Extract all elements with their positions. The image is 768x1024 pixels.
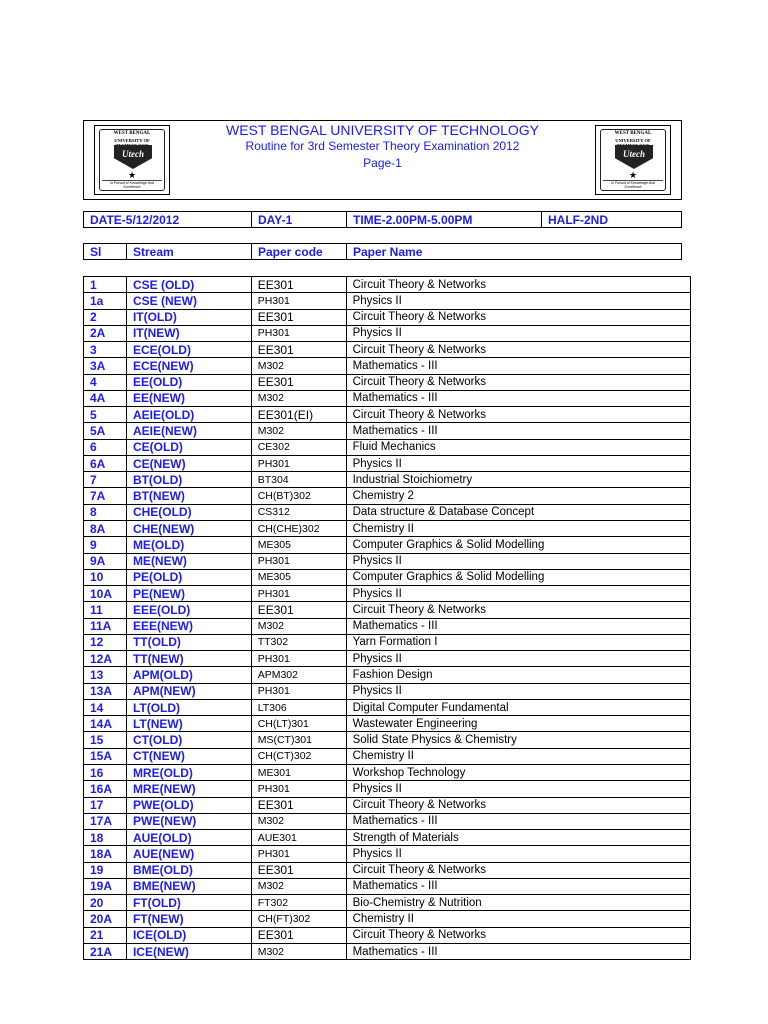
row-paper-code: PH301	[251, 325, 346, 341]
row-paper-name: Industrial Stoichiometry	[346, 472, 690, 488]
table-row	[84, 342, 691, 358]
row-paper-name: Physics II	[346, 683, 690, 699]
row-stream: ME(NEW)	[126, 553, 251, 569]
row-paper-code: CH(FT)302	[251, 911, 346, 927]
row-paper-code: EE301	[251, 862, 346, 878]
row-stream: AEIE(NEW)	[126, 423, 251, 439]
row-paper-name: Bio-Chemistry & Nutrition	[346, 895, 690, 911]
row-sl: 19A	[84, 878, 127, 894]
row-paper-name: Computer Graphics & Solid Modelling	[346, 569, 690, 585]
row-paper-name: Chemistry 2	[346, 488, 690, 504]
row-paper-code: PH301	[251, 293, 346, 309]
col-header-paper-code: Paper code	[252, 244, 347, 260]
row-sl: 19	[84, 862, 127, 878]
row-paper-code: TT302	[251, 634, 346, 650]
table-row	[84, 911, 691, 927]
row-sl: 14	[84, 699, 127, 715]
row-paper-code: AUE301	[251, 830, 346, 846]
row-paper-code: M302	[251, 423, 346, 439]
routine-title: Routine for 3rd Semester Theory Examination 2012	[245, 139, 520, 153]
row-sl: 20A	[84, 911, 127, 927]
row-paper-name: Physics II	[346, 586, 690, 602]
row-stream: AUE(NEW)	[126, 846, 251, 862]
logo-line1: WEST BENGAL	[113, 131, 151, 136]
row-paper-name: Chemistry II	[346, 748, 690, 764]
table-row	[84, 569, 691, 585]
row-sl: 10	[84, 569, 127, 585]
row-sl: 17A	[84, 813, 127, 829]
table-row	[84, 488, 691, 504]
row-sl: 18A	[84, 846, 127, 862]
row-paper-name: Physics II	[346, 651, 690, 667]
row-paper-name: Digital Computer Fundamental	[346, 699, 690, 715]
row-stream: CSE (OLD)	[126, 277, 251, 293]
university-logo-right	[595, 125, 671, 195]
row-paper-name: Solid State Physics & Chemistry	[346, 732, 690, 748]
row-sl: 21A	[84, 943, 127, 959]
row-paper-code: FT302	[251, 895, 346, 911]
row-sl: 2A	[84, 325, 127, 341]
col-header-stream: Stream	[127, 244, 252, 260]
row-paper-code: EE301	[251, 309, 346, 325]
table-row	[84, 716, 691, 732]
row-stream: ECE(OLD)	[126, 342, 251, 358]
row-paper-name: Circuit Theory & Networks	[346, 797, 690, 813]
exam-date: DATE-5/12/2012	[84, 212, 252, 228]
table-row	[84, 618, 691, 634]
table-row	[84, 277, 691, 293]
row-paper-code: PH301	[251, 651, 346, 667]
row-paper-name: Mathematics - III	[346, 423, 690, 439]
row-paper-name: Circuit Theory & Networks	[346, 277, 690, 293]
table-row	[84, 293, 691, 309]
row-stream: TT(NEW)	[126, 651, 251, 667]
row-sl: 9	[84, 537, 127, 553]
row-paper-code: M302	[251, 878, 346, 894]
row-stream: BT(NEW)	[126, 488, 251, 504]
row-paper-code: PH301	[251, 683, 346, 699]
row-paper-code: PH301	[251, 586, 346, 602]
row-paper-code: APM302	[251, 667, 346, 683]
row-stream: ME(OLD)	[126, 537, 251, 553]
row-stream: EE(NEW)	[126, 390, 251, 406]
exam-half: HALF-2ND	[542, 212, 682, 228]
row-sl: 3	[84, 342, 127, 358]
row-paper-code: M302	[251, 358, 346, 374]
table-row	[84, 390, 691, 406]
row-paper-name: Physics II	[346, 455, 690, 471]
row-paper-name: Mathematics - III	[346, 878, 690, 894]
table-row	[84, 553, 691, 569]
row-paper-name: Mathematics - III	[346, 943, 690, 959]
row-sl: 6A	[84, 455, 127, 471]
table-row	[84, 586, 691, 602]
table-row	[84, 325, 691, 341]
row-paper-name: Circuit Theory & Networks	[346, 309, 690, 325]
row-paper-code: EE301	[251, 927, 346, 943]
row-paper-code: LT306	[251, 699, 346, 715]
row-stream: ICE(NEW)	[126, 943, 251, 959]
row-sl: 11A	[84, 618, 127, 634]
row-paper-code: M302	[251, 618, 346, 634]
row-stream: EE(OLD)	[126, 374, 251, 390]
logo-line1: WEST BENGAL	[614, 131, 652, 136]
row-paper-name: Chemistry II	[346, 911, 690, 927]
table-row	[84, 830, 691, 846]
row-sl: 9A	[84, 553, 127, 569]
logo-line2: UNIVERSITY OF	[114, 138, 150, 143]
row-paper-name: Fluid Mechanics	[346, 439, 690, 455]
row-paper-name: Computer Graphics & Solid Modelling	[346, 537, 690, 553]
table-row	[84, 813, 691, 829]
row-sl: 11	[84, 602, 127, 618]
row-stream: MRE(OLD)	[126, 764, 251, 780]
row-paper-code: ME301	[251, 764, 346, 780]
university-title: WEST BENGAL UNIVERSITY OF TECHNOLOGY	[226, 122, 539, 138]
logo-line2: UNIVERSITY OF	[615, 138, 651, 143]
row-stream: LT(NEW)	[126, 716, 251, 732]
row-stream: AEIE(OLD)	[126, 407, 251, 423]
row-paper-code: CH(BT)302	[251, 488, 346, 504]
logo-word: Utech	[623, 149, 645, 159]
table-row	[84, 683, 691, 699]
table-row	[84, 439, 691, 455]
exam-day: DAY-1	[252, 212, 347, 228]
row-stream: MRE(NEW)	[126, 781, 251, 797]
table-row	[84, 423, 691, 439]
row-paper-name: Physics II	[346, 325, 690, 341]
row-sl: 2	[84, 309, 127, 325]
table-row	[84, 455, 691, 471]
row-paper-name: Physics II	[346, 293, 690, 309]
table-row	[84, 748, 691, 764]
row-stream: FT(OLD)	[126, 895, 251, 911]
row-stream: PE(NEW)	[126, 586, 251, 602]
row-stream: PWE(OLD)	[126, 797, 251, 813]
row-sl: 7	[84, 472, 127, 488]
row-sl: 12	[84, 634, 127, 650]
row-sl: 4A	[84, 390, 127, 406]
row-sl: 17	[84, 797, 127, 813]
row-stream: CE(NEW)	[126, 455, 251, 471]
table-row	[84, 374, 691, 390]
row-paper-code: CH(LT)301	[251, 716, 346, 732]
col-header-sl: Sl	[84, 244, 127, 260]
table-row	[84, 862, 691, 878]
row-paper-code: BT304	[251, 472, 346, 488]
table-row	[84, 699, 691, 715]
row-paper-name: Chemistry II	[346, 520, 690, 536]
table-row	[84, 846, 691, 862]
row-stream: IT(NEW)	[126, 325, 251, 341]
row-paper-code: MS(CT)301	[251, 732, 346, 748]
row-stream: AUE(OLD)	[126, 830, 251, 846]
table-row	[84, 764, 691, 780]
row-paper-code: EE301	[251, 797, 346, 813]
row-sl: 4	[84, 374, 127, 390]
table-row	[84, 781, 691, 797]
table-row	[84, 943, 691, 959]
row-sl: 3A	[84, 358, 127, 374]
row-stream: CT(OLD)	[126, 732, 251, 748]
row-sl: 21	[84, 927, 127, 943]
row-stream: CT(NEW)	[126, 748, 251, 764]
star-icon: ★	[628, 170, 638, 180]
row-sl: 12A	[84, 651, 127, 667]
row-sl: 15	[84, 732, 127, 748]
row-paper-code: EE301(EI)	[251, 407, 346, 423]
row-paper-name: Circuit Theory & Networks	[346, 602, 690, 618]
row-sl: 8A	[84, 520, 127, 536]
row-sl: 7A	[84, 488, 127, 504]
row-stream: LT(OLD)	[126, 699, 251, 715]
row-paper-name: Circuit Theory & Networks	[346, 407, 690, 423]
row-sl: 8	[84, 504, 127, 520]
row-stream: BT(OLD)	[126, 472, 251, 488]
row-paper-code: ME305	[251, 569, 346, 585]
row-paper-name: Circuit Theory & Networks	[346, 927, 690, 943]
row-paper-name: Mathematics - III	[346, 813, 690, 829]
row-sl: 6	[84, 439, 127, 455]
page-number: Page-1	[363, 156, 402, 170]
logo-motto: In Pursuit of Knowledge And Excellence	[102, 180, 162, 189]
row-sl: 15A	[84, 748, 127, 764]
row-sl: 5A	[84, 423, 127, 439]
row-paper-code: CE302	[251, 439, 346, 455]
exam-info-table	[83, 211, 682, 228]
row-stream: CHE(NEW)	[126, 520, 251, 536]
row-paper-name: Circuit Theory & Networks	[346, 862, 690, 878]
row-paper-name: Data structure & Database Concept	[346, 504, 690, 520]
row-paper-code: PH301	[251, 553, 346, 569]
star-icon: ★	[127, 170, 137, 180]
table-row	[84, 667, 691, 683]
row-sl: 13A	[84, 683, 127, 699]
row-sl: 16A	[84, 781, 127, 797]
row-stream: BME(NEW)	[126, 878, 251, 894]
table-row	[84, 537, 691, 553]
row-paper-name: Mathematics - III	[346, 618, 690, 634]
table-row	[84, 472, 691, 488]
row-paper-name: Fashion Design	[346, 667, 690, 683]
table-row	[84, 878, 691, 894]
row-paper-name: Physics II	[346, 553, 690, 569]
row-sl: 5	[84, 407, 127, 423]
row-stream: IT(OLD)	[126, 309, 251, 325]
row-stream: BME(OLD)	[126, 862, 251, 878]
row-paper-code: M302	[251, 390, 346, 406]
row-paper-code: CS312	[251, 504, 346, 520]
table-row	[84, 520, 691, 536]
table-row	[84, 634, 691, 650]
row-paper-name: Circuit Theory & Networks	[346, 374, 690, 390]
row-paper-name: Mathematics - III	[346, 358, 690, 374]
table-row	[84, 895, 691, 911]
table-row	[84, 797, 691, 813]
row-paper-code: PH301	[251, 781, 346, 797]
row-stream: CSE (NEW)	[126, 293, 251, 309]
row-paper-name: Physics II	[346, 846, 690, 862]
row-paper-name: Strength of Materials	[346, 830, 690, 846]
row-sl: 10A	[84, 586, 127, 602]
row-stream: EEE(OLD)	[126, 602, 251, 618]
row-sl: 13	[84, 667, 127, 683]
row-sl: 14A	[84, 716, 127, 732]
logo-motto: In Pursuit of Knowledge And Excellence	[603, 180, 663, 189]
row-stream: ICE(OLD)	[126, 927, 251, 943]
table-row	[84, 358, 691, 374]
row-sl: 1a	[84, 293, 127, 309]
table-row	[84, 651, 691, 667]
row-paper-code: EE301	[251, 342, 346, 358]
row-paper-name: Circuit Theory & Networks	[346, 342, 690, 358]
row-sl: 1	[84, 277, 127, 293]
row-paper-code: CH(CHE)302	[251, 520, 346, 536]
row-sl: 18	[84, 830, 127, 846]
logo-word: Utech	[122, 149, 144, 159]
row-paper-name: Mathematics - III	[346, 390, 690, 406]
row-stream: APM(OLD)	[126, 667, 251, 683]
row-paper-code: ME305	[251, 537, 346, 553]
row-paper-name: Workshop Technology	[346, 764, 690, 780]
row-paper-name: Yarn Formation I	[346, 634, 690, 650]
table-row	[84, 504, 691, 520]
table-row	[84, 927, 691, 943]
row-sl: 16	[84, 764, 127, 780]
row-sl: 20	[84, 895, 127, 911]
table-row	[84, 309, 691, 325]
row-stream: TT(OLD)	[126, 634, 251, 650]
row-paper-code: EE301	[251, 277, 346, 293]
row-paper-code: M302	[251, 943, 346, 959]
row-stream: PE(OLD)	[126, 569, 251, 585]
row-stream: APM(NEW)	[126, 683, 251, 699]
row-paper-code: PH301	[251, 455, 346, 471]
row-paper-code: CH(CT)302	[251, 748, 346, 764]
row-paper-code: EE301	[251, 602, 346, 618]
exam-time: TIME-2.00PM-5.00PM	[347, 212, 542, 228]
table-row	[84, 732, 691, 748]
row-stream: CHE(OLD)	[126, 504, 251, 520]
row-stream: FT(NEW)	[126, 911, 251, 927]
row-paper-code: EE301	[251, 374, 346, 390]
row-paper-code: PH301	[251, 846, 346, 862]
row-paper-code: M302	[251, 813, 346, 829]
row-stream: PWE(NEW)	[126, 813, 251, 829]
table-row	[84, 602, 691, 618]
col-header-paper-name: Paper Name	[347, 244, 682, 260]
row-stream: EEE(NEW)	[126, 618, 251, 634]
document-header	[83, 120, 682, 200]
column-header-table	[83, 243, 682, 260]
row-paper-name: Wastewater Engineering	[346, 716, 690, 732]
table-row	[84, 407, 691, 423]
row-paper-name: Physics II	[346, 781, 690, 797]
routine-table	[83, 276, 691, 960]
row-stream: CE(OLD)	[126, 439, 251, 455]
row-stream: ECE(NEW)	[126, 358, 251, 374]
